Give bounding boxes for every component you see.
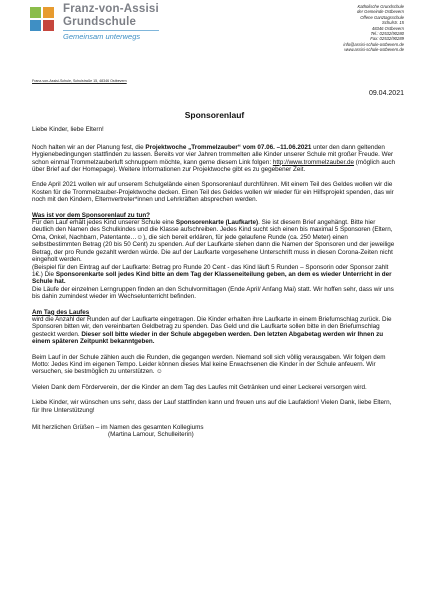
paragraph-example: (Beispiel für den Eintrag auf der Laufkarte: Betrag pro Runde 20 Cent - das Kind läuft 5 Runden – Sponsorin oder Sponsor zahlt 1€.) Die Sponsorenkarte soll jedes Kind bitte an dem Tag der Klasseneiteilung geben, an dem es wieder Unterricht in der Schule hat. bbox=[32, 263, 392, 286]
sender-line: Tel.: 02532/90280 bbox=[370, 31, 404, 37]
paragraph-sponsorenlauf-intro: Ende April 2021 wollen wir auf unserem Schulgelände einen Sponsorenlauf durchführen. Mit einem Teil des Geldes wollen wir die Kosten für die Trommelzauber-Projektwoche decken. Einen Teil des Geldes wollen wir wieder für ein Hilfsprojekt spenden, das wir noch mit den Kindern, Elternvertreter*innen und Lehrkräften absprechen werden. bbox=[32, 181, 394, 204]
greeting: Liebe Kinder, liebe Eltern! bbox=[32, 126, 104, 134]
closing-line: Mit herzlichen Grüßen – im Namen des gesamten Kollegiums bbox=[32, 424, 204, 431]
paragraph-foerderverein: Vielen Dank dem Förderverein, der die Kinder an dem Tag des Laufes mit Getränken und einer Leckerei versorgen wird. bbox=[32, 383, 367, 391]
paragraph-schedule: Die Läufe der einzelnen Lerngruppen finden an den Schulvormittagen (Ende April/ Anfang Mai) statt. Wir hoffen sehr, dass wir uns bis dahin zumindest wieder im Wechselunterricht befinden. bbox=[32, 285, 394, 301]
sender-line: Schulstr. 15 bbox=[382, 20, 404, 26]
letter-body bbox=[32, 112, 397, 439]
sender-line: 48346 Ostbevern bbox=[371, 25, 404, 31]
paragraph-tempo: Beim Lauf in der Schule zählen auch die Runden, die gegangen werden. Niemand soll sich völlig verausgaben. Wir folgen dem Motto: Jedes Kind im eigenen Tempo. Leider können dieses Mal keine Erwachsenen die Kinder in der Schule anfeuern. Wir versuchen, sie bestmöglich zu unterstützen. ☺ bbox=[32, 353, 386, 376]
letter-date: 09.04.2021 bbox=[368, 90, 404, 97]
logo-squares-icon bbox=[30, 7, 60, 39]
school-name-line1: Franz-von-Assisi bbox=[63, 3, 159, 15]
projektwoche-highlight: Projektwoche „Trommelzauber“ vom 07.06. –11.06.2021 bbox=[145, 143, 312, 151]
paragraph-laufkarte: Für den Lauf erhält jedes Kind unserer Schule eine Sponsorenkarte (Laufkarte). Sie ist diesem Brief angehängt. Bitte hier deutlich den Namen des Schulkindes und die Klasse aufschreiben. Jedes Kind sucht sich einen bis maximal 5 Sponsoren (Eltern, Oma, Onkel, Nachbarn, Patentante…☺), die sich bereit erklären, für jede gelaufene Runde (ca. 250 Meter) einen selbstbestimmten Betrag (20 bis 50 Cent) zu spenden. Auf der Laufkarte stehen dann die Namen der Sponsoren und der jeweilige Betrag, der pro Runde gezahlt werden würde. Die auf der Laufkarte vorgesehene Unterschrift muss in diesen Corona-Zeiten nicht eingeholt werden. bbox=[32, 219, 395, 264]
school-slogan: Gemeinsam unterwegs bbox=[63, 30, 159, 41]
sender-line: Katholische Grundschule bbox=[357, 4, 404, 9]
return-address: Franz-von-Assisi-Schule, Schulstraße 15, 48346 Ostbevern bbox=[32, 79, 127, 83]
sender-line: der Gemeinde Ostbevern bbox=[356, 9, 404, 15]
trommelzauber-link[interactable]: http://www.trommelzauber.de bbox=[272, 158, 355, 166]
sender-line: info@assisi-schule-ostbevern.de bbox=[343, 41, 404, 47]
letter-title: Sponsorenlauf bbox=[184, 110, 245, 120]
sender-address-block bbox=[274, 4, 404, 53]
school-name-line2: Grundschule bbox=[63, 16, 137, 28]
sender-line: Fax: 02532/90289 bbox=[370, 36, 404, 42]
signature: (Martina Lamour, Schulleiterin) bbox=[108, 431, 194, 439]
paragraph-projektwoche: Noch halten wir an der Planung fest, die Projektwoche „Trommelzauber“ vom 07.06. –11.06.2021 unter den dann geltenden Hygienebedingungen stattfinden zu lassen. Bereits vor vier Jahren trommelten alle Kinder unserer Schule mit großer Freude. Wer schon einmal Trommelzauberluft schnuppern möchte, kann gerne diesem Link folgen: http://www.trommelzauber.de (möglich auch über Brief auf der Homepage). Weitere Informationen zur Projektwoche gibt es zu gegebener Zeit. bbox=[32, 143, 395, 174]
sender-line: www.assisi-schule-ostbevern.de bbox=[344, 47, 404, 53]
paragraph-wishes: Liebe Kinder, wir wünschen uns sehr, dass der Lauf stattfinden kann und freuen uns auf die Laufaktion! Vielen Dank, liebe Eltern, für Ihre Unterstützung! bbox=[32, 399, 392, 414]
section-heading-before-run: Was ist vor dem Sponsorenlauf zu tun? bbox=[32, 211, 151, 219]
section-heading-run-day: Am Tag des Laufes bbox=[32, 308, 90, 316]
sender-line: Offene Ganztagsschule bbox=[360, 14, 404, 20]
school-logo bbox=[30, 3, 250, 45]
paragraph-run-day: wird die Anzahl der Runden auf der Laufkarte eingetragen. Die Kinder erhalten ihre Laufkarte in einem Briefumschlag zurück. Die Sponsoren bitten wir, den vereinbarten Geldbetrag zu spenden. Das Geld und die Laufkarte sollen bitte in den Briefumschlag gesteckt werden. Dieser soll bitte wieder in der Schule abgegeben werden. Den letzten Abgabetag werden wir Ihnen zu einem späteren Zeitpunkt bekanntgeben. bbox=[32, 315, 392, 346]
